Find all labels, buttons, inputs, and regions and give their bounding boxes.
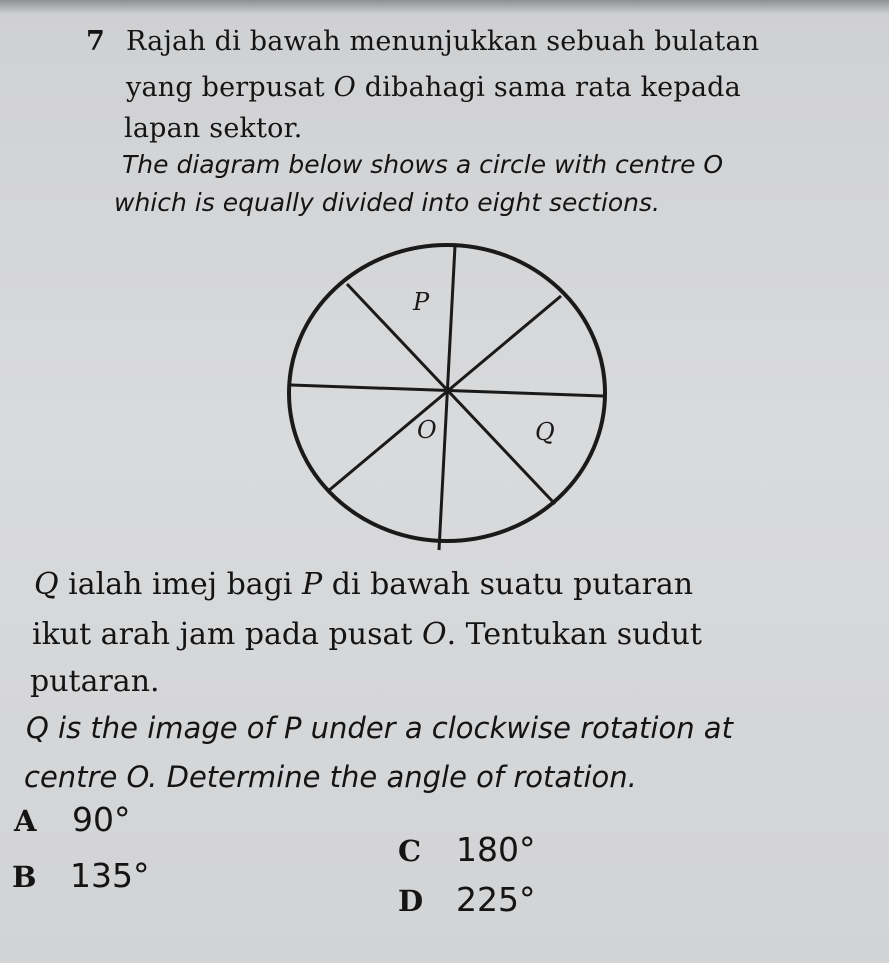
- option-b-letter: B: [12, 860, 37, 894]
- circle-diagram: [285, 240, 615, 560]
- option-b-value: 135°: [70, 856, 150, 895]
- label-p: P: [413, 288, 430, 316]
- english-prompt-line-1: Q is the image of P under a clockwise rotation at: [26, 711, 733, 745]
- option-d-letter: D: [398, 884, 424, 918]
- label-o: O: [417, 416, 437, 444]
- question-number: 7: [86, 26, 105, 57]
- english-intro-line-2: which is equally divided into eight sections.: [114, 188, 660, 217]
- english-prompt-line-2: centre O. Determine the angle of rotation.: [24, 760, 637, 794]
- option-b[interactable]: [12, 856, 150, 895]
- malay-prompt-line-2: ikut arah jam pada pusat O. Tentukan sudut: [32, 617, 702, 652]
- option-a[interactable]: [14, 800, 131, 839]
- malay-prompt-line-1: Q ialah imej bagi P di bawah suatu putaran: [34, 567, 694, 602]
- label-q: Q: [535, 418, 555, 446]
- option-a-letter: A: [14, 804, 37, 838]
- option-c-letter: C: [398, 834, 422, 868]
- option-a-value: 90°: [72, 800, 131, 839]
- english-intro-line-1: The diagram below shows a circle with centre O: [122, 150, 724, 179]
- option-d[interactable]: [398, 880, 536, 919]
- page-top-edge: [0, 0, 889, 14]
- malay-intro-line-1: Rajah di bawah menunjukkan sebuah bulatan: [126, 26, 760, 57]
- malay-intro-line-2: yang berpusat O dibahagi sama rata kepada: [126, 72, 741, 103]
- option-d-value: 225°: [456, 880, 536, 919]
- option-c-value: 180°: [456, 830, 536, 869]
- option-c[interactable]: [398, 830, 536, 869]
- malay-intro-line-3: lapan sektor.: [124, 113, 303, 144]
- malay-prompt-line-3: putaran.: [30, 664, 160, 699]
